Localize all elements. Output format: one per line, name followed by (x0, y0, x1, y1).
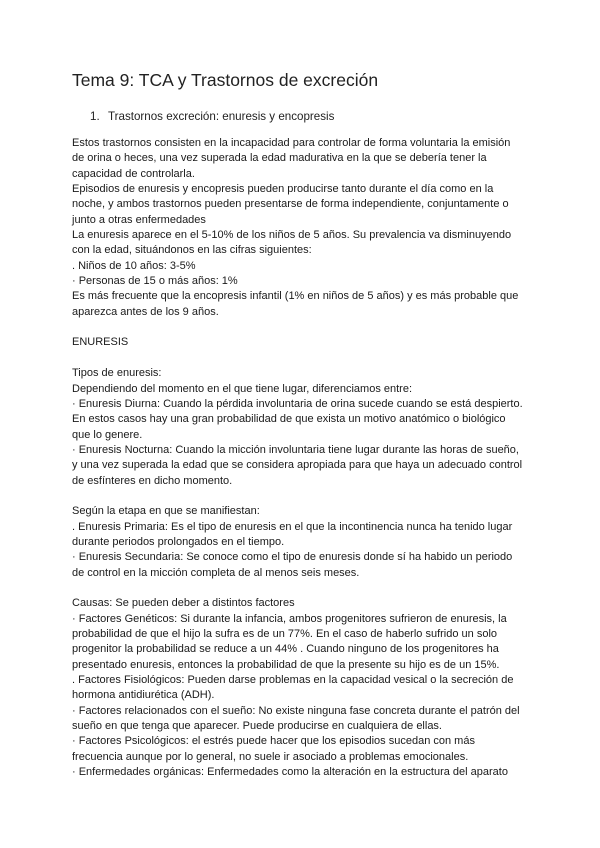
text-line: La enuresis aparece en el 5-10% de los niños de 5 años. Su prevalencia va disminuyendo (72, 229, 512, 242)
blank-line (72, 351, 532, 366)
document-body (72, 136, 532, 780)
text-line: Causas: Se pueden deber a distintos factores (72, 597, 295, 610)
text-line: . Niños de 10 años: 3-5% (72, 259, 196, 272)
text-line: sueño en que tenga que aparecer. Puede producirse en cualquiera de ellas. (72, 720, 442, 733)
text-line: capacidad de controlarla. (72, 167, 195, 180)
text-line: de control en la micción completa de al menos seis meses. (72, 566, 360, 579)
text-line: de esfínteres en dicho momento. (72, 474, 233, 487)
text-line: progenitor la probabilidad se reduce a un 44% . Cuando ninguno de los progenitores ha (72, 643, 499, 656)
text-line: ENURESIS (72, 336, 129, 349)
text-line: noche, y ambos trastornos pueden presentarse de forma independiente, conjuntamente o (72, 198, 509, 211)
text-line: probabilidad de que el hijo la sufra es de un 77%. En el caso de haberlo sufrido un solo (72, 628, 498, 640)
text-line: presentado enuresis, entonces la probabilidad de que la presente su hijo es de un 15%. (72, 658, 500, 671)
text-line: Dependiendo del momento en el que tiene lugar, diferenciamos entre: (72, 382, 413, 395)
text-line: Según la etapa en que se manifiestan: (72, 505, 260, 518)
section-label: Trastornos excreción: enuresis y encopresis (108, 110, 335, 123)
section-heading (90, 110, 334, 123)
page-title: Tema 9: TCA y Trastornos de excreción (72, 70, 379, 90)
text-line: hormona antidiurética (ADH). (72, 689, 215, 702)
text-line: de orina o heces, una vez superada la edad madurativa en la que se debería tener la (72, 152, 487, 165)
text-line: · Factores relacionados con el sueño: No existe ninguna fase concreta durante el patrón del (72, 704, 520, 717)
text-line: Estos trastornos consisten en la incapacidad para controlar de forma voluntaria la emisión (72, 137, 511, 149)
text-line: que lo genere. (72, 428, 143, 441)
blank-line (72, 320, 532, 335)
text-line: Tipos de enuresis: (72, 367, 162, 380)
text-line: · Factores Genéticos: Si durante la infancia, ambos progenitores sufrieron de enuresis, la (72, 612, 507, 625)
text-line: aparezca antes de los 9 años. (72, 305, 219, 318)
text-line: y una vez superada la edad que se considera apropiada para que haya un adecuado control (72, 459, 523, 472)
text-line: · Enuresis Diurna: Cuando la pérdida involuntaria de orina sucede cuando se está despierto. (72, 397, 523, 410)
blank-line (72, 489, 532, 504)
text-line: junto a otras enfermedades (72, 213, 206, 226)
text-line: · Factores Psicológicos: el estrés puede hacer que los episodios sucedan con más (72, 735, 475, 748)
section-number: 1. (90, 110, 100, 123)
text-line: · Enfermedades orgánicas: Enfermedades como la alteración en la estructura del aparato (72, 766, 508, 779)
text-line: . Factores Fisiológicos: Pueden darse problemas en la capacidad vesical o la secreción de (72, 674, 514, 687)
text-line: · Enuresis Nocturna: Cuando la micción involuntaria tiene lugar durante las horas de sueño, (72, 443, 519, 456)
text-line: Episodios de enuresis y encopresis pueden producirse tanto durante el día como en la (72, 183, 494, 196)
text-line: · Personas de 15 o más años: 1% (72, 275, 238, 288)
text-line: durante periodos prolongados en el tiempo. (72, 535, 285, 548)
text-line: Es más frecuente que la encopresis infantil (1% en niños de 5 años) y es más probable que (72, 290, 519, 303)
text-line: . Enuresis Primaria: Es el tipo de enuresis en el que la incontinencia nunca ha tenido lugar (72, 520, 513, 533)
text-line: con la edad, situándonos en las cifras siguientes: (72, 244, 312, 257)
text-line: · Enuresis Secundaria: Se conoce como el tipo de enuresis donde sí ha habido un periodo (72, 551, 513, 564)
text-line: frecuencia aunque por lo general, no suele ir asociado a problemas emocionales. (72, 750, 469, 763)
text-line: En estos casos hay una gran probabilidad de que exista un motivo anatómico o biológico (72, 413, 506, 426)
blank-line (72, 581, 532, 596)
